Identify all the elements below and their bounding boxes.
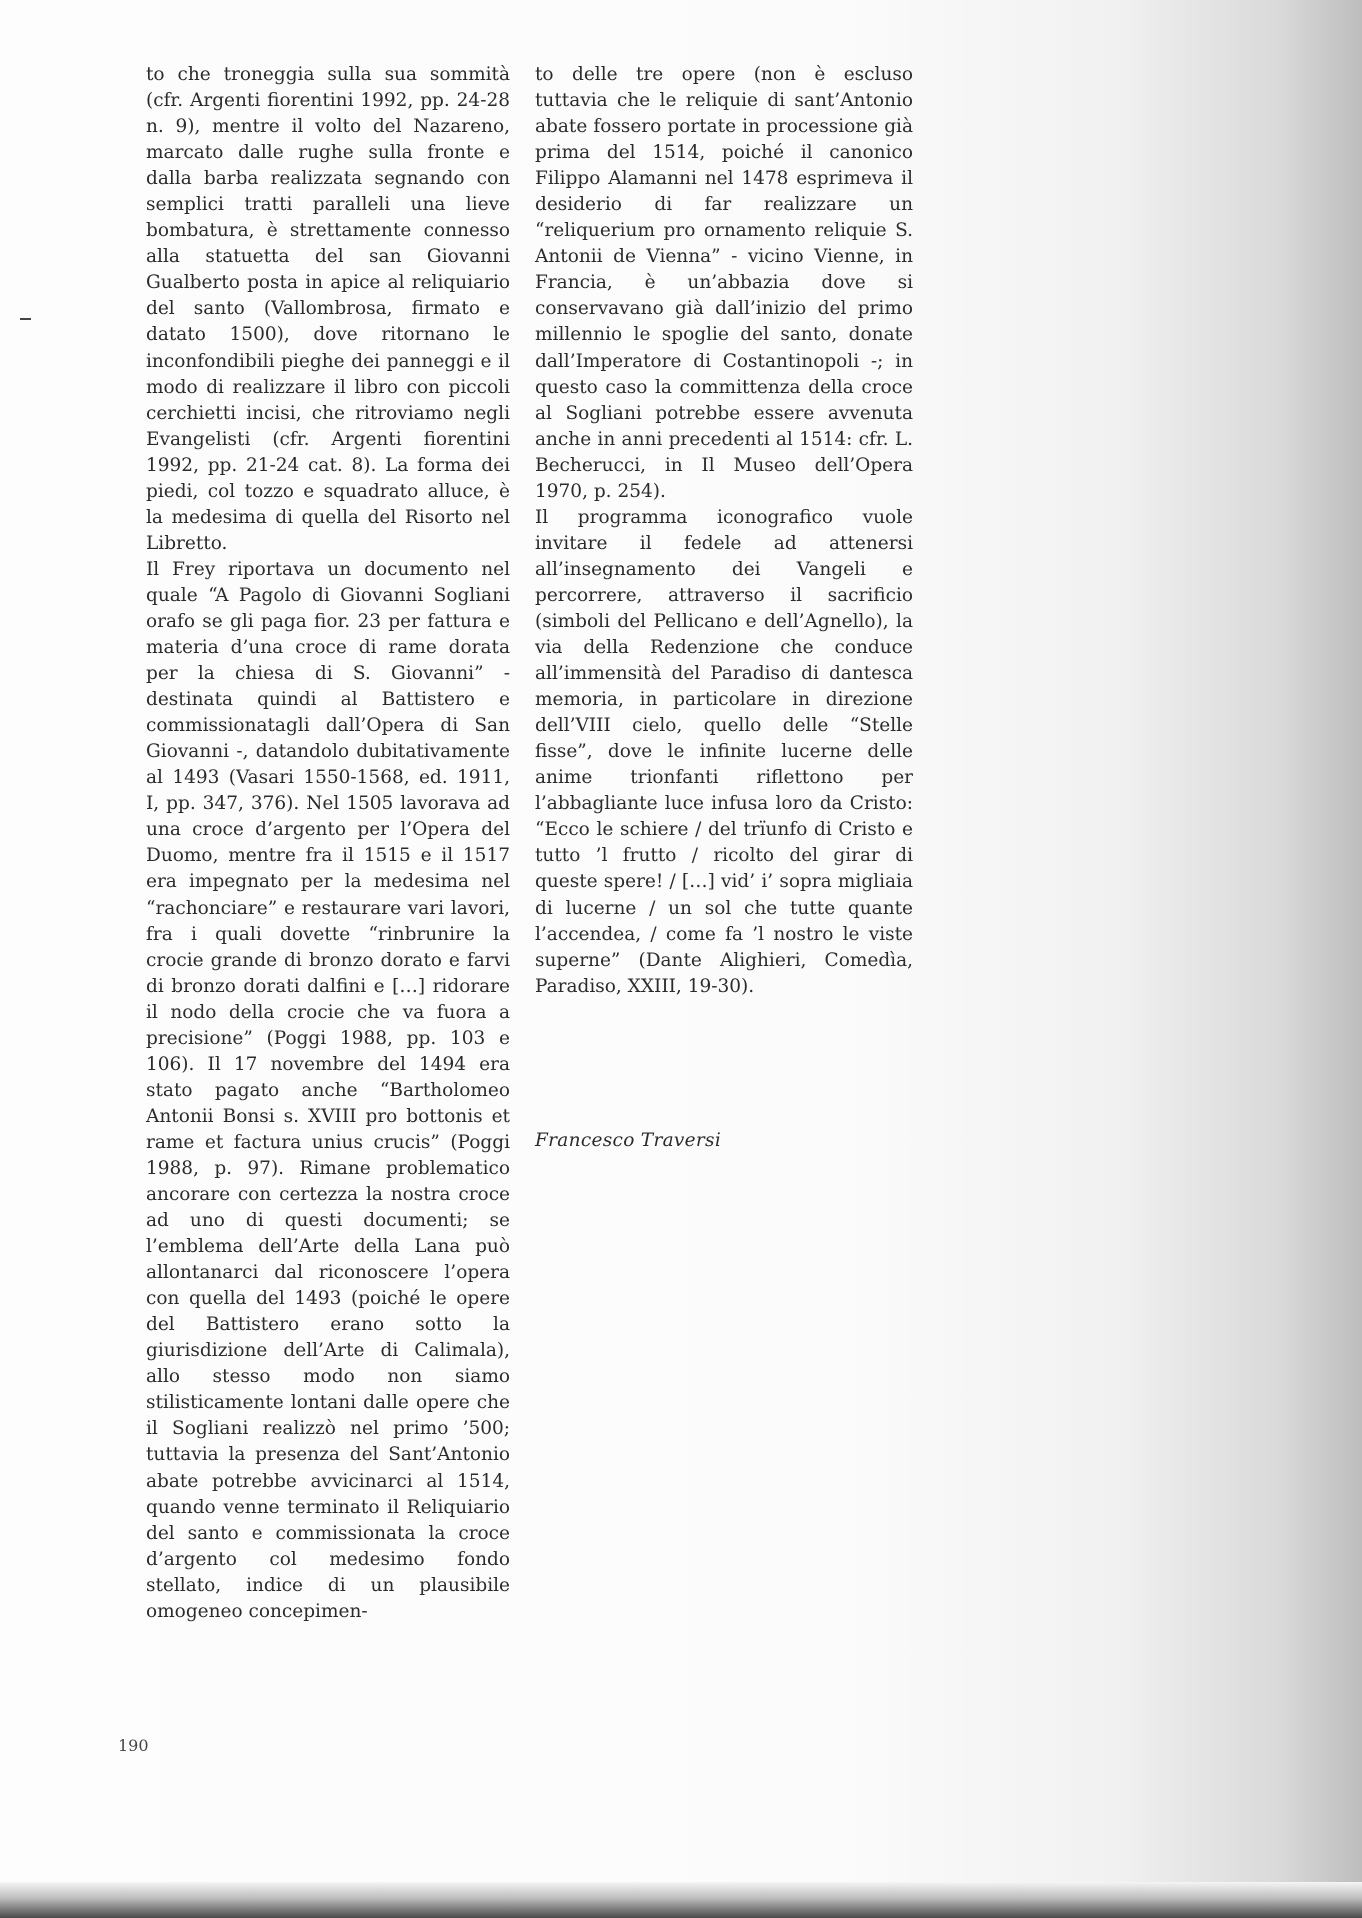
left-paragraph-2: Il Frey riportava un documento nel quale “A Pagolo di Giovanni Sogliani orafo se gli paga fior. 23 per fattura e materia d’una croce di rame dorata per la chiesa di S. Giovanni” - destinata quindi al Battistero e commissionatagli dall’Opera di San Giovanni -, datandolo dubitativamente al 1493 (Vasari 1550-1568, ed. 1911, I, pp. 347, 376). Nel 1505 lavorava ad una croce d’argento per l’Opera del Duomo, mentre fra il 1515 e il 1517 era impegnato per la medesima nel “rachonciare” e restaurare vari lavori, fra i quali dovette “rinbrunire la crocie grande di bronzo dorato e farvi di bronzo dorati dalfini e […] ridorare il nodo della crocie che va fuora a precisione” (Poggi 1988, pp. 103 e 106). Il 17 novembre del 1494 era stato pagato anche “Bartholomeo Antonii Bonsi s. XVIII pro bottonis et rame et factura unius crucis” (Poggi 1988, p. 97). Rimane problematico ancorare con certezza la nostra croce ad uno di questi documenti; se l’emblema dell’Arte della Lana può allontanarci dal riconoscere l’opera con quella del 1493 (poiché le opere del Battistero erano sotto la giurisdizione dell’Arte di Calimala), allo stesso modo non siamo stilisticamente lontani dalle opere che il Sogliani realizzò nel primo ’500; tuttavia la presenza del Sant’Antonio abate potrebbe avvicinarci al 1514, quando venne terminato il Reliquiario del santo e commissionata la croce d’argento col medesimo fondo stellato, indice di un plausibile omogeneo concepimen- — [146, 558, 510, 1622]
right-paragraph-2: Il programma iconografico vuole invitare il fedele ad attenersi all’insegnamento dei Vangeli e percorrere, attraverso il sacrificio (simboli del Pellicano e dell’Agnello), la via della Redenzione che conduce all’immensità del Paradiso di dantesca memoria, in particolare in direzione dell’VIII cielo, quello delle “Stelle fisse”, dove le infinite lucerne delle anime trionfanti riflettono per l’abbagliante luce infusa loro da Cristo: “Ecco le schiere / del trïunfo di Cristo e tutto ’l frutto / ricolto del girar di queste spere! / […] vid’ i’ sopra migliaia di lucerne / un sol che tutte quante l’accendea, / come fa ’l nostro le viste superne” (Dante Alighieri, Comedìa, Paradiso, XXIII, 19-30). — [535, 506, 913, 997]
left-column — [146, 62, 510, 1625]
right-column — [535, 62, 913, 1000]
author-signature: Francesco Traversi — [535, 1130, 722, 1151]
page-number: 190 — [118, 1736, 149, 1755]
left-paragraph-1: to che troneggia sulla sua sommità (cfr. Argenti fiorentini 1992, pp. 24-28 n. 9), mentre il volto del Nazareno, marcato dalle rughe sulla fronte e dalla barba realizzata segnando con semplici tratti paralleli una lieve bombatura, è strettamente connesso alla statuetta del san Giovanni Gualberto posta in apice al reliquiario del santo (Vallombrosa, firmato e datato 1500), dove ritornano le inconfondibili pieghe dei panneggi e il modo di realizzare il libro con piccoli cerchietti incisi, che ritroviamo negli Evangelisti (cfr. Argenti fiorentini 1992, pp. 21-24 cat. 8). La forma dei piedi, col tozzo e squadrato alluce, è la medesima di quella del Risorto nel Libretto. — [146, 64, 510, 554]
right-paragraph-1: to delle tre opere (non è escluso tuttavia che le reliquie di sant’Antonio abate fossero portate in processione già prima del 1514, poiché il canonico Filippo Alamanni nel 1478 esprimeva il desiderio di far realizzare un “reliquerium pro ornamento reliquie S. Antonii de Vienna” - vicino Vienne, in Francia, è un’abbazia dove si conservavano già dall’inizio del primo millennio le spoglie del santo, donate dall’Imperatore di Costantinopoli -; in questo caso la committenza della croce al Sogliani potrebbe essere avvenuta anche in anni precedenti al 1514: cfr. L. Becherucci, in Il Museo dell’Opera 1970, p. 254). — [535, 64, 913, 502]
margin-mark — [20, 318, 31, 320]
scan-bottom-edge — [0, 1882, 1362, 1918]
